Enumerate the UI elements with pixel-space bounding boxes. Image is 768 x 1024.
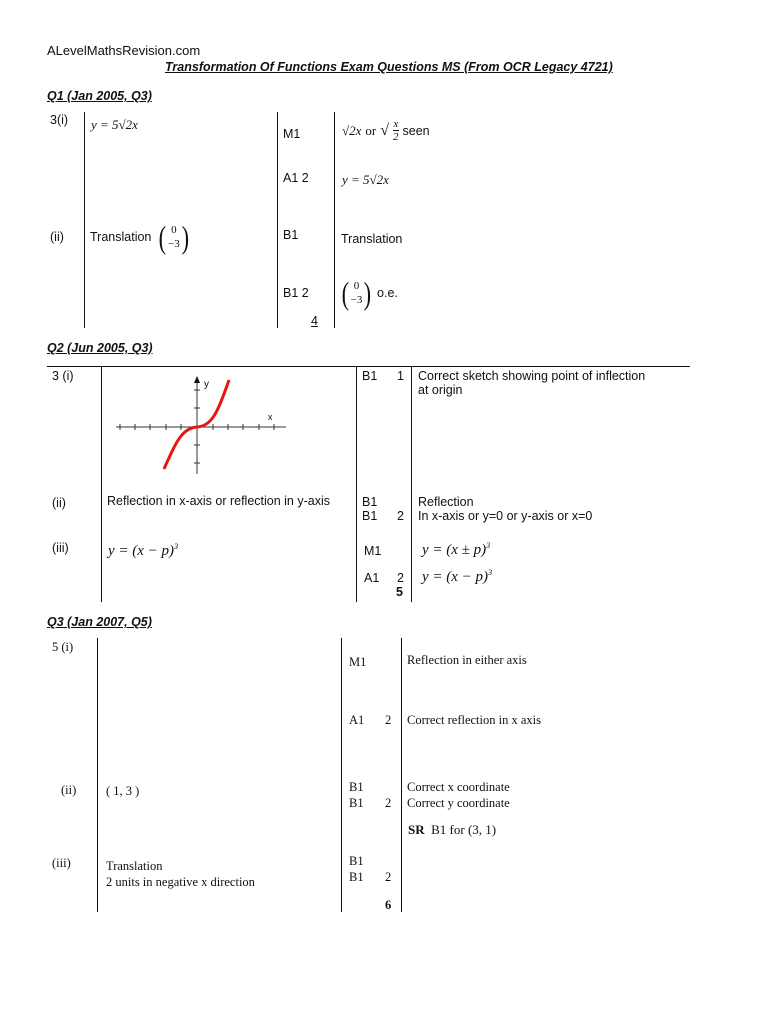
q2-part-i-num: 1: [397, 369, 404, 383]
vector-column: [168, 223, 180, 251]
note-expression: y = (x ± p): [422, 542, 487, 558]
q2-divider-1: [101, 366, 102, 602]
q2-part-iii-note-1: [422, 541, 490, 559]
q3-part-i-num: 2: [385, 713, 392, 727]
q3-part-ii-label: (ii): [61, 783, 77, 797]
graph-y-label: y: [204, 379, 209, 390]
q2-total: 5: [396, 585, 403, 599]
q2-part-iii-label: (iii): [52, 541, 69, 555]
q1-part-ii-b1-note: Translation: [341, 232, 403, 246]
q3-part-ii-mark-2: B1: [349, 796, 364, 810]
sqrt-2x-text: √2x: [342, 122, 362, 138]
q1-divider-3: [334, 112, 335, 328]
q2-part-ii-mark-2: B1: [362, 509, 378, 523]
fraction-numerator: x: [393, 118, 399, 130]
q1-part-ii-b1-2-note: [340, 277, 398, 309]
vector-right-bracket: ): [181, 219, 189, 255]
q2-divider-2: [356, 366, 357, 602]
q1-part-ii-mark-b1-2: B1 2: [283, 286, 309, 300]
q1-part-ii-answer: [90, 221, 190, 253]
q2-part-iii-num: 2: [397, 571, 404, 585]
q2-part-iii-answer: [108, 542, 178, 560]
q1-part-ii-mark-b1: B1: [283, 228, 299, 242]
exponent: 3: [488, 568, 493, 577]
q3-part-iii-num: 2: [385, 870, 392, 884]
q2-part-ii-num: 2: [397, 509, 404, 523]
note-expression: y = (x − p): [422, 569, 489, 585]
q1-part-i-label: 3(i): [50, 113, 69, 127]
q3-part-i-note-2: Correct reflection in x axis: [407, 713, 541, 727]
q2-part-i-note-2: at origin: [418, 383, 463, 397]
translation-vector-2: [340, 277, 373, 309]
q3-part-ii-note-1: Correct x coordinate: [407, 780, 510, 794]
q1-part-i-m1-note: [342, 118, 430, 143]
seen-text: seen: [402, 123, 430, 138]
q2-heading: Q2 (Jun 2005, Q3): [47, 341, 153, 355]
q3-heading: Q3 (Jan 2007, Q5): [47, 615, 152, 629]
document-title: Transformation Of Functions Exam Questions MS (From OCR Legacy 4721): [165, 60, 613, 74]
q2-part-i-label: 3 (i): [52, 369, 74, 383]
q1-heading: Q1 (Jan 2005, Q3): [47, 89, 152, 103]
q1-part-i-a1-note: y = 5√2x: [342, 172, 389, 187]
q2-part-iii-mark-2: A1: [364, 571, 380, 585]
exponent: 3: [174, 542, 179, 551]
answer-expression: y = (x − p): [108, 543, 175, 559]
q3-divider-2: [341, 638, 342, 912]
q2-divider-3: [411, 366, 412, 602]
q2-top-rule: [47, 366, 690, 367]
q1-total: 4: [311, 314, 318, 328]
vector-top: 0: [171, 224, 177, 236]
q1-divider-1: [84, 112, 85, 328]
cubic-sketch-graph: [110, 370, 290, 480]
q2-part-iii-mark-1: M1: [364, 544, 382, 558]
q3-special-ruling: [408, 822, 496, 838]
q2-part-i-mark: B1: [362, 369, 378, 383]
q1-divider-2: [277, 112, 278, 328]
q3-part-i-mark-1: M1: [349, 655, 367, 669]
q1-part-i-mark-m1: M1: [283, 127, 301, 141]
q3-part-iii-mark-1: B1: [349, 854, 364, 868]
q3-part-i-label: 5 (i): [52, 640, 74, 654]
q3-part-i-mark-2: A1: [349, 713, 365, 727]
site-name: ALevelMathsRevision.com: [47, 43, 201, 58]
q1-part-ii-label: (ii): [50, 230, 64, 244]
q3-part-ii-num: 2: [385, 796, 392, 810]
q3-divider-1: [97, 638, 98, 912]
translation-text: Translation: [90, 230, 152, 244]
q3-part-iii-label: (iii): [52, 856, 71, 870]
q2-part-ii-note-1: Reflection: [418, 495, 474, 509]
q3-part-ii-answer: ( 1, 3 ): [106, 784, 140, 798]
vector-top: 0: [353, 280, 360, 292]
q2-part-ii-note-2: In x-axis or y=0 or y-axis or x=0: [418, 509, 593, 523]
oe-text: o.e.: [377, 286, 398, 300]
q2-part-iii-note-2: [422, 568, 492, 586]
or-text: or: [365, 122, 377, 138]
q3-part-ii-mark-1: B1: [349, 780, 364, 794]
vector-bottom: −3: [168, 238, 180, 250]
x-over-2-fraction: [393, 118, 399, 143]
q3-total: 6: [385, 898, 392, 912]
q1-part-i-mark-a1: A1 2: [283, 171, 309, 185]
y-axis-arrow: [194, 376, 200, 383]
q3-part-iii-answer-1: Translation: [106, 859, 163, 873]
vector-left-bracket: (: [341, 275, 350, 311]
vector-right-bracket: ): [363, 275, 372, 311]
sr-bold: SR: [408, 822, 425, 837]
sqrt-symbol: √: [380, 121, 390, 139]
q3-divider-3: [401, 638, 402, 912]
q2-part-i-note-1: Correct sketch showing point of inflection: [418, 369, 646, 383]
q2-part-ii-answer: Reflection in x-axis or reflection in y-axis: [107, 494, 330, 508]
q3-part-iii-answer-2: 2 units in negative x direction: [106, 875, 255, 889]
exponent: 3: [486, 541, 491, 550]
graph-x-label: x: [268, 412, 273, 422]
q3-part-i-note-1: Reflection in either axis: [407, 653, 527, 667]
vector-column: [351, 279, 363, 307]
fraction-denominator: 2: [393, 131, 399, 143]
vector-left-bracket: (: [158, 219, 167, 255]
vector-bottom: −3: [350, 294, 363, 306]
q2-part-ii-mark-1: B1: [362, 495, 378, 509]
translation-vector: [157, 221, 190, 253]
q3-part-ii-note-2: Correct y coordinate: [407, 796, 510, 810]
q2-part-ii-label: (ii): [52, 496, 66, 510]
q1-part-i-answer: y = 5√2x: [91, 117, 138, 132]
q3-part-iii-mark-2: B1: [349, 870, 364, 884]
sr-text: B1 for (3, 1): [431, 822, 497, 837]
